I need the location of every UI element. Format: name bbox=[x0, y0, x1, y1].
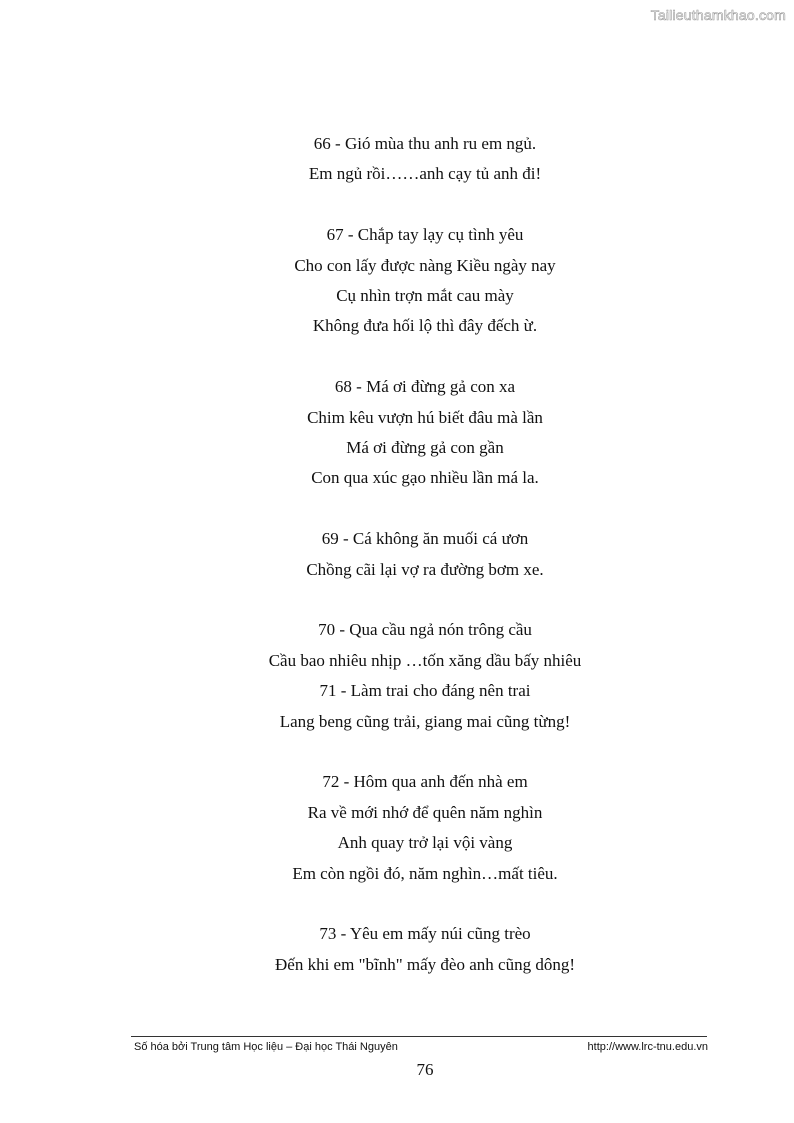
poem-line: Cầu bao nhiêu nhịp …tốn xăng dầu bấy nhiêu bbox=[268, 650, 582, 670]
poem-line: Em còn ngồi đó, năm nghìn…mất tiêu. bbox=[292, 863, 558, 883]
page-number: 76 bbox=[416, 1060, 434, 1079]
poem-line: Chim kêu vượn hú biết đâu mà lần bbox=[307, 407, 543, 427]
poem-line: 73 - Yêu em mấy núi cũng trèo bbox=[319, 924, 531, 944]
poem-line: Lang beng cũng trải, giang mai cũng từng! bbox=[279, 711, 571, 731]
poem-line: Cụ nhìn trợn mắt cau mày bbox=[336, 286, 514, 306]
footer-url: http://www.lrc-tnu.edu.vn bbox=[587, 1041, 708, 1053]
poem-line: 66 - Gió mùa thu anh ru em ngủ. bbox=[313, 134, 537, 153]
poem-71 bbox=[100, 676, 750, 737]
poem-line: 72 - Hôm qua anh đến nhà em bbox=[322, 772, 528, 792]
poem-line: Không đưa hối lộ thì đây đếch ừ. bbox=[312, 316, 538, 336]
poem-line: Con qua xúc gạo nhiều lần má la. bbox=[311, 468, 539, 488]
poem-line: 67 - Chắp tay lạy cụ tình yêu bbox=[326, 225, 524, 245]
poem-list bbox=[100, 129, 750, 1011]
footer-divider bbox=[131, 1036, 707, 1037]
watermark: Tailieuthamkhao.com bbox=[650, 7, 786, 23]
poem-69 bbox=[100, 524, 750, 585]
poem-67 bbox=[100, 220, 750, 342]
poem-line: 70 - Qua cầu ngả nón trông cầu bbox=[318, 620, 532, 640]
poem-line: Má ơi đừng gả con gần bbox=[346, 438, 504, 458]
poem-line: Chồng cãi lại vợ ra đường bơm xe. bbox=[306, 559, 544, 579]
poem-70 bbox=[100, 615, 750, 676]
poem-line: 68 - Má ơi đừng gả con xa bbox=[334, 377, 516, 397]
poem-68 bbox=[100, 372, 750, 494]
poem-line: Ra về mới nhớ để quên năm nghìn bbox=[307, 802, 543, 822]
poem-line: 71 - Làm trai cho đáng nên trai bbox=[319, 681, 531, 701]
poem-line: Em ngủ rồi……anh cạy tủ anh đi! bbox=[308, 164, 542, 184]
footer-source: Số hóa bởi Trung tâm Học liệu – Đại học Thái Nguyên bbox=[134, 1041, 398, 1053]
poem-66 bbox=[100, 129, 750, 190]
poem-line: Anh quay trở lại vội vàng bbox=[337, 833, 513, 853]
poem-line: Đến khi em "bĩnh" mấy đèo anh cũng dông! bbox=[275, 954, 575, 974]
poem-72 bbox=[100, 767, 750, 889]
poem-line: Cho con lấy được nàng Kiều ngày nay bbox=[294, 255, 556, 275]
poem-73 bbox=[100, 919, 750, 980]
poem-line: 69 - Cá không ăn muối cá ươn bbox=[321, 529, 529, 549]
